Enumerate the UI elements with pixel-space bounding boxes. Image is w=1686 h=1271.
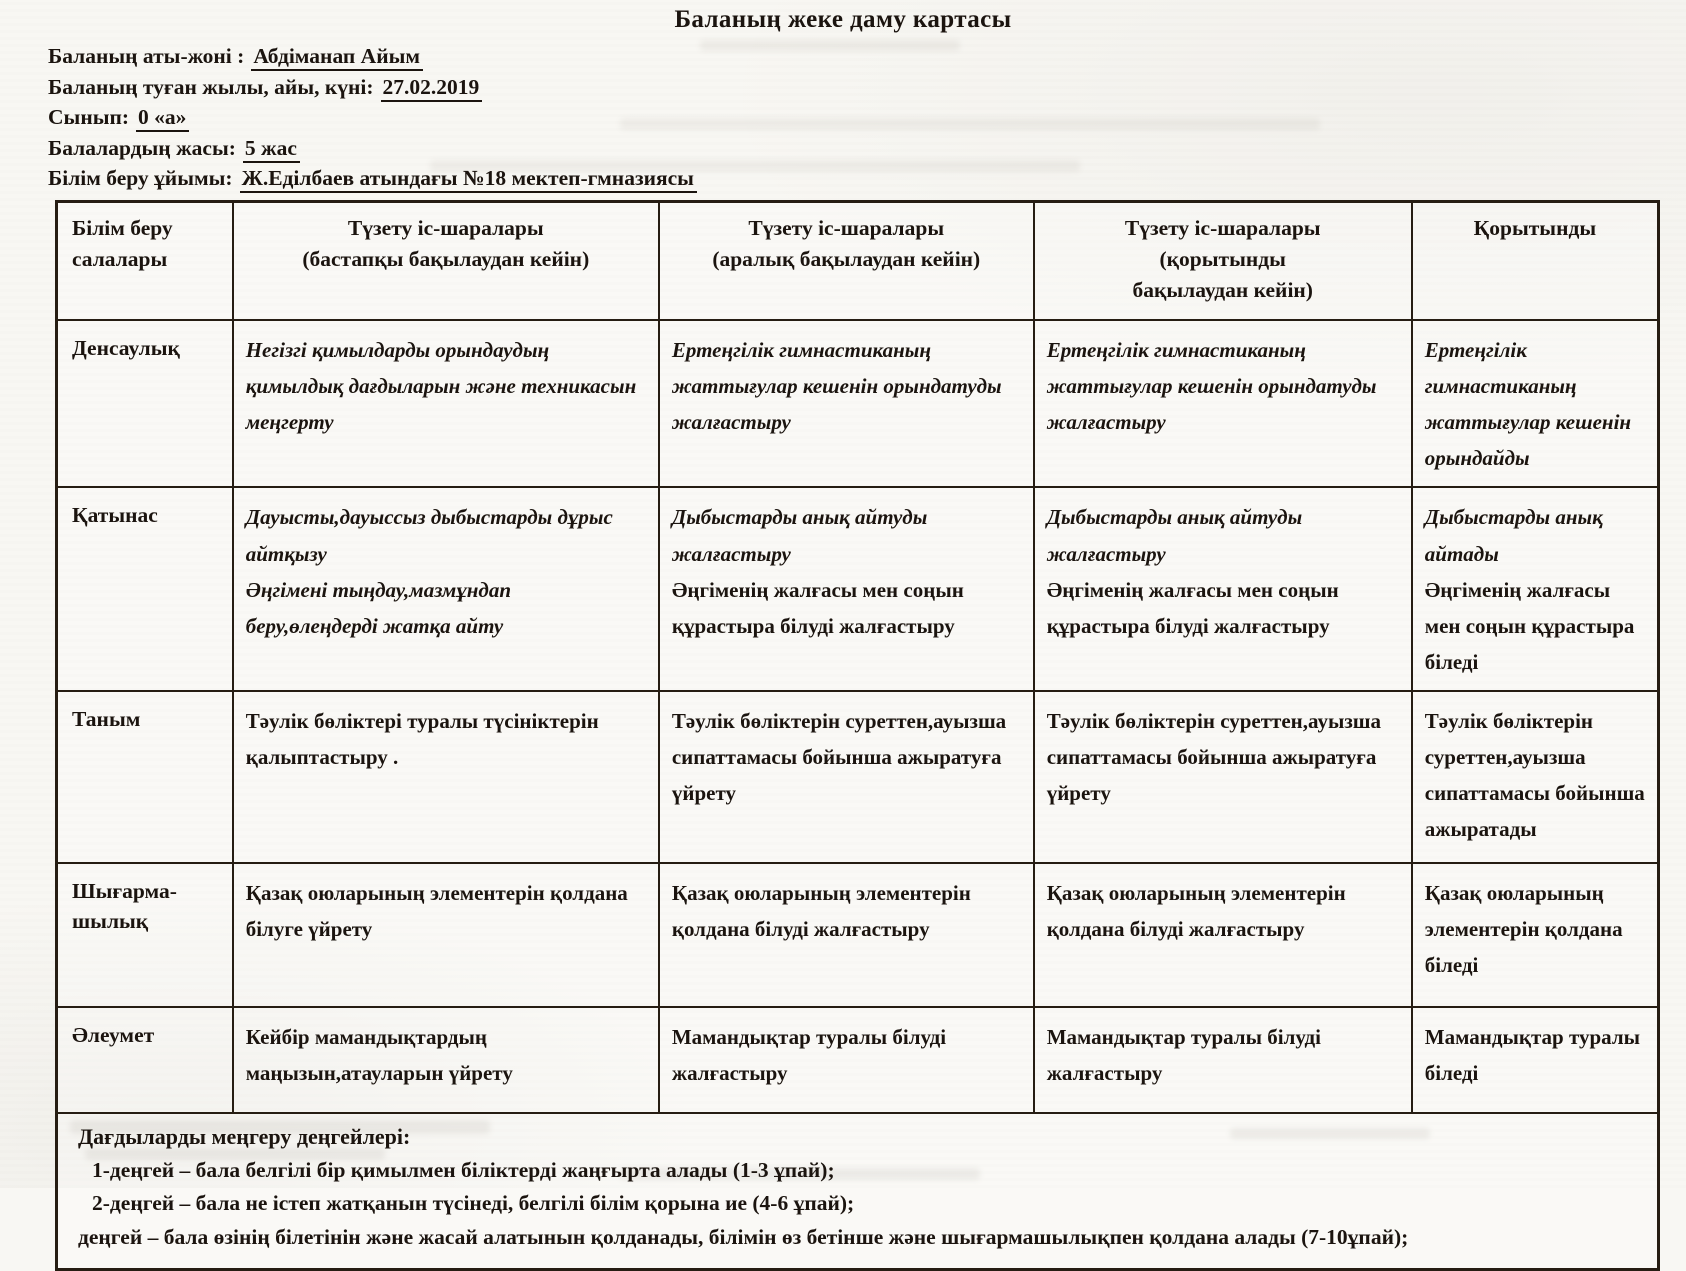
scan-artifact <box>620 118 1320 130</box>
cell-paragraph: Әңгіменің жалғасы мен соңын құрастыра біледі <box>1424 577 1635 674</box>
row-label: Әлеумет <box>57 1007 233 1113</box>
cell-paragraph: Дыбыстарды анық айтуды жалғастыру <box>671 505 928 566</box>
table-header-row <box>57 202 1659 321</box>
table-cell <box>1412 487 1659 691</box>
table-cell <box>233 691 659 863</box>
cell-paragraph: Әңгіменің жалғасы мен соңын құрастыра білуді жалғастыру <box>671 577 964 638</box>
cell-paragraph: Тәулік бөліктерін суреттен,ауызша сипаттамасы бойынша ажыратуға үйрету <box>671 708 1007 806</box>
table-cell <box>659 691 1034 863</box>
table-row <box>57 863 1659 1007</box>
table-header-cell: Түзету іс-шаралары (қорытынды бақылаудан кейін) <box>1034 202 1412 321</box>
table-header-cell: Түзету іс-шаралары (бастапқы бақылаудан кейін) <box>233 202 659 321</box>
info-field-value: Ж.Еділбаев атындағы №18 мектеп-гмназиясы <box>240 166 697 193</box>
cell-paragraph: Әңгімені тыңдау,мазмұндап беру,өлеңдерді жатқа айту <box>245 577 512 638</box>
row-label: Таным <box>57 691 233 863</box>
cell-paragraph: Мамандықтар туралы біледі <box>1424 1024 1641 1086</box>
legend-lines <box>78 1154 1641 1254</box>
legend-line: 2-деңгей – бала не істеп жатқанын түсінеді, белгілі білім қорына ие (4-6 ұпай); <box>92 1191 855 1216</box>
cell-paragraph: Негізгі қимылдарды орындаудың қимылдық дағдыларын және техникасын меңгерту <box>245 338 637 435</box>
table-cell <box>1034 487 1412 691</box>
legend-line: деңгей – бала өзінің білетінін және жасай алатынын қолданады, білімін өз бетінше және шығармашылықпен қолдана алады (7-10ұпай); <box>78 1224 1409 1249</box>
cell-paragraph: Ертеңгілік гимнастиканың жаттығулар кешенін орындайды <box>1424 338 1632 471</box>
table-cell <box>659 320 1034 487</box>
legend-cell <box>57 1113 1659 1269</box>
table-header-cell: Қорытынды <box>1412 202 1659 321</box>
cell-paragraph: Тәулік бөліктерін суреттен,ауызша сипаттамасы бойынша ажыратуға үйрету <box>1046 708 1382 806</box>
row-label: Шығарма- шылық <box>57 863 233 1007</box>
info-field-label: Баланың туған жылы, айы, күні: <box>48 74 374 99</box>
cell-paragraph: Әңгіменің жалғасы мен соңын құрастыра білуді жалғастыру <box>1046 577 1339 638</box>
table-cell <box>659 863 1034 1007</box>
table-cell <box>1412 863 1659 1007</box>
info-field-value: Абдіманап Айым <box>251 44 423 71</box>
table-cell <box>1412 1007 1659 1113</box>
cell-paragraph: Тәулік бөліктері туралы түсініктерін қалыптастыру . <box>245 708 599 770</box>
table-header-cell: Білім беру салалары <box>57 202 233 321</box>
info-field-label: Баланың аты-жоні : <box>48 44 245 68</box>
table-cell <box>659 487 1034 691</box>
development-table <box>55 200 1660 1271</box>
table-row <box>57 487 1659 691</box>
cell-paragraph: Ертеңгілік гимнастиканың жаттығулар кешенін орындатуды жалғастыру <box>1046 338 1377 435</box>
table-row <box>57 320 1659 487</box>
info-field <box>48 136 697 161</box>
document-title: Баланың жеке даму картасы <box>674 6 1012 33</box>
table-cell <box>1412 320 1659 487</box>
row-label: Қатынас <box>57 487 233 691</box>
table-foot <box>57 1113 1659 1269</box>
info-field-value: 0 «а» <box>136 105 189 132</box>
info-field <box>48 166 697 191</box>
info-block <box>48 44 697 197</box>
cell-paragraph: Кейбір мамандықтардың маңызын,атауларын үйрету <box>245 1024 513 1086</box>
info-field-value: 27.02.2019 <box>381 75 483 102</box>
info-field <box>48 44 697 69</box>
table-head <box>57 202 1659 321</box>
table-cell <box>233 487 659 691</box>
info-field <box>48 75 697 100</box>
row-label: Денсаулық <box>57 320 233 487</box>
scan-artifact <box>700 40 960 51</box>
info-field-label: Сынып: <box>48 105 130 129</box>
cell-paragraph: Тәулік бөліктерін суреттен,ауызша сипаттамасы бойынша ажыратады <box>1424 708 1645 842</box>
table-row <box>57 1007 1659 1113</box>
cell-paragraph: Қазақ оюларының элементерін қолдана біледі <box>1424 880 1623 978</box>
cell-paragraph: Қазақ оюларының элементерін қолдана білуге үйрету <box>245 880 628 942</box>
table-cell <box>233 1007 659 1113</box>
cell-paragraph: Мамандықтар туралы білуді жалғастыру <box>671 1024 947 1086</box>
table-cell <box>233 320 659 487</box>
table-row <box>57 691 1659 863</box>
info-field-label: Білім беру ұйымы: <box>48 166 233 190</box>
cell-paragraph: Дауысты,дауыссыз дыбыстарды дұрыс айтқызу <box>245 505 613 566</box>
cell-paragraph: Дыбыстарды анық айтуды жалғастыру <box>1046 505 1303 566</box>
cell-paragraph: Дыбыстарды анық айтады <box>1424 505 1603 566</box>
table-cell <box>1412 691 1659 863</box>
table-cell <box>233 863 659 1007</box>
table-cell <box>1034 1007 1412 1113</box>
table-cell <box>1034 320 1412 487</box>
cell-paragraph: Ертеңгілік гимнастиканың жаттығулар кешенін орындатуды жалғастыру <box>671 338 1002 435</box>
info-field-value: 5 жас <box>243 136 300 163</box>
table-cell <box>1034 863 1412 1007</box>
table-body <box>57 320 1659 1113</box>
table-cell <box>1034 691 1412 863</box>
table-cell <box>659 1007 1034 1113</box>
info-field-label: Балалардың жасы: <box>48 135 236 160</box>
cell-paragraph: Мамандықтар туралы білуді жалғастыру <box>1046 1024 1321 1086</box>
table-header-cell: Түзету іс-шаралары (аралық бақылаудан кейін) <box>659 202 1034 321</box>
legend-line: 1-деңгей – бала белгілі бір қимылмен біліктерді жаңғырта алады (1-3 ұпай); <box>92 1157 835 1182</box>
cell-paragraph: Қазақ оюларының элементерін қолдана білуді жалғастыру <box>671 880 971 942</box>
legend-title: Дағдыларды меңгеру деңгейлері: <box>78 1123 411 1149</box>
cell-paragraph: Қазақ оюларының элементерін қолдана білуді жалғастыру <box>1046 880 1346 942</box>
info-field <box>48 105 697 130</box>
